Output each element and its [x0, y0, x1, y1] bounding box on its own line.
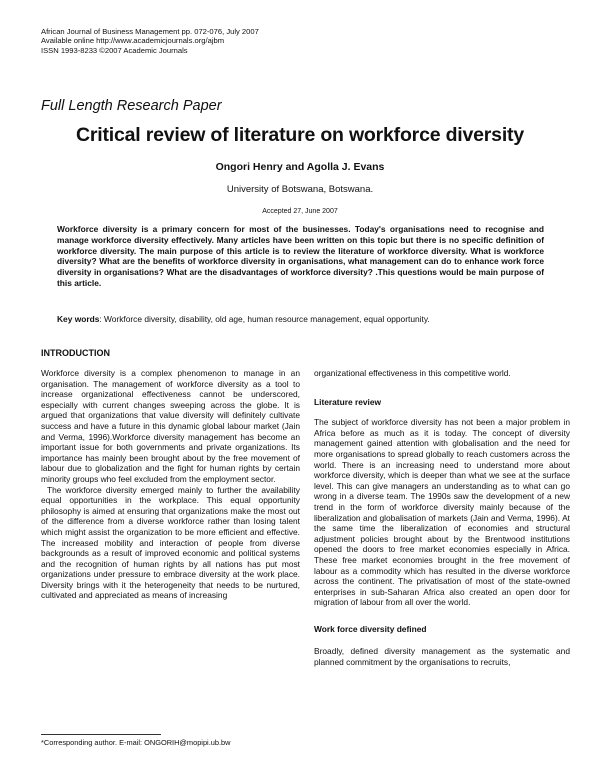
journal-url: Available online http://www.academicjournals.org/ajbm — [41, 36, 225, 46]
intro-paragraph-2: The workforce diversity emerged mainly to further the availability equal opportunities in the workplace. This equal opportunity philosophy is aimed at ensuring that organizations make the most out of the difference from a diverse workforce rather than losing talent which might assist the organization to be more efficient and effective. The increased mobility and interaction of people from diverse backgrounds as a result of improved economic and political systems and the recognition of human rights by all nations has put most organizations under pressure to embrace diversity at the work place. Diversity brings with it the heterogeneity that needs to be nurtured, cultivated and appreciated as means of increasing — [41, 484, 300, 601]
footnote: *Corresponding author. E-mail: ONGORIH@mopipi.ub.bw — [41, 738, 231, 747]
keywords-label: Key words — [57, 314, 100, 324]
literature-review-text: The subject of workforce diversity has not been a major problem in Africa before as much as it is today. The concept of diversity management gained attention with globalisation and the need for more organisations to spread globally to reach customers across the world. There is an increasing need to understand more about workforce diversity, which is deeper than what we see at the surface level. This can give managers an understanding as to what can go wrong in a diverse team. The 1990s saw the development of a new trend in the form of workforce diversity mainly because of the liberalization and globalisation of markets (Jain and Verma, 1996). At the same time the liberalization of economies and structural adjustment policies brought about by the Brentwood institutions opened the doors to free market economies especially in Africa. These free market economies brought in the free movement of labour as a commodity which has resulted in the diverse workforce across the continent. The privatisation of most of the state-owned enterprises in sub-Saharan Africa also created an open door for migration of labour from all over the world. — [314, 417, 570, 608]
keywords-text: : Workforce diversity, disability, old age, human resource management, equal opportunity. — [99, 314, 430, 324]
paper-title: Critical review of literature on workforce diversity — [75, 124, 524, 146]
journal-issn: ISSN 1993-8233 ©2007 Academic Journals — [41, 45, 188, 55]
abstract: Workforce diversity is a primary concern for most of the businesses. Today's organisations need to recognise and manage workforce diversity effectively. Many articles have been written on this topic but there is no specific definition of workforce diversity. The main purpose of this article is to review the literature of workforce diversity. What is workforce diversity? What are the benefits of workforce diversity in organisations, what management can do to enhance work force diversity in organisations? What are the disadvantages of workforce diversity? .This questions would be main purpose of this article. — [57, 224, 544, 288]
journal-citation: African Journal of Business Management pp. 072-076, July 2007 — [41, 27, 259, 36]
intro-paragraph-1: Workforce diversity is a complex phenomenon to manage in an organisation. The management of workforce diversity as a tool to increase organizational effectiveness cannot be underscored, especially with current changes sweeping across the globe. It is argued that organizations that value diversity will definitely cultivate success and have a future in this dynamic global labour market (Jain and Verma, 1996).Workforce diversity management has become an important issue for both governments and private organizations. Its importance has mainly been brought about by the free movement of labour due to globalization and the fight for human rights by certain minority groups who feel excluded from the employment sector. — [41, 368, 300, 484]
introduction-heading: INTRODUCTION — [41, 348, 110, 358]
keywords — [57, 314, 547, 324]
diversity-defined-text: Broadly, defined diversity management as the systematic and planned commitment by the organisations to recruits, — [314, 646, 570, 668]
continuation-text: organizational effectiveness in this competitive world. — [314, 368, 511, 378]
right-column — [314, 368, 570, 668]
literature-review-heading: Literature review — [314, 396, 382, 407]
affiliation: University of Botswana, Botswana. — [226, 184, 374, 195]
authors: Ongori Henry and Agolla J. Evans — [215, 161, 385, 173]
accepted-date: Accepted 27, June 2007 — [262, 208, 338, 215]
diversity-defined-heading: Work force diversity defined — [314, 623, 427, 634]
left-column — [41, 368, 300, 601]
journal-header — [41, 27, 259, 55]
paper-type: Full Length Research Paper — [41, 98, 222, 114]
footnote-divider — [41, 734, 161, 735]
